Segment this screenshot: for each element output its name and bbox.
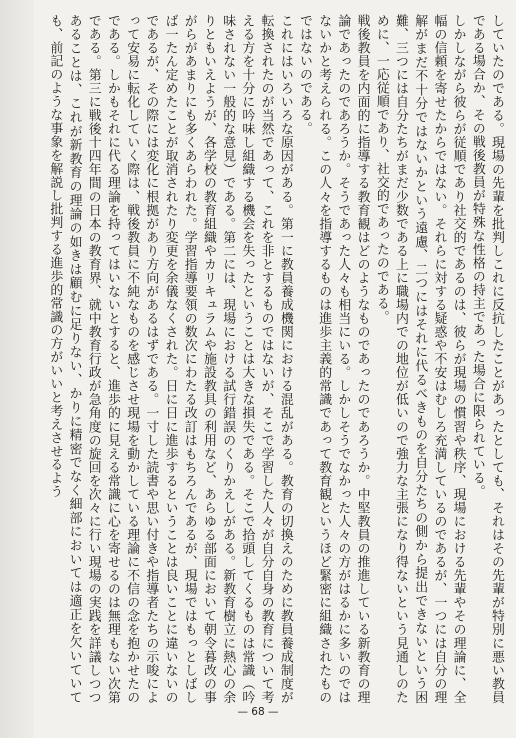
page-gutter (0, 0, 34, 738)
vertical-text-body (40, 14, 506, 704)
paragraph-1: していたのである。現場の先輩を批判しこれに反抗したことがあったとしても、それはその先輩が特別に悪い教員である場合か、その戦後教員が特殊な性格の持主であった場合に限られている。 (469, 14, 504, 704)
paragraph-2: しかしながら彼らが従順であり社交的であるのは、彼らが現場の慣習や秩序、現場における先輩やその理論に、全幅の信頼を寄せたからではない。それらに対する疑惑や不安はむしろ充満しているのであるが、一つには自分の理解がまだ不十分ではないかという遠慮、二つにはそれに代るべきものを自分たちの側から提出できないという困難、三つには自分たちがまだ少数である上に職場内での地位が低いので強力な主張になり得ないという見通しのために、一応従順であり、社交的であったのである。 (373, 14, 466, 704)
paragraph-4: これにはいろいろな原因がある。第一に教員養成機関における混乱がある。教育の切換えのために教員養成制度が転換されたのが当然であって、これを非とするものではないが、そこで学習した人々が自分自身の教育について考える方を十分に吟味し組織する機会を失ったということは大きな損失である。そこで拾頭してくるものは常識（吟味されない一般的な意見）である。第二には、現場における試行錯誤のくりかえしがある。新教育樹立に熱心の余りともいえようが、各学校の教育組織やカリキュラムや施設教具の利用など、あらゆる部面において朝令暮改の事がらがあまりにも多くあらわれた。学習指導要領の数次にわたる改訂はもちろんであるが、現場ではもっとしばしば一たん定めたことが取消されたり変更を余儀なくされた。日に日に進歩するということは良いことに違いないのであるが、その際には変化に根拠があり方向があるはずである。一寸した読書や思い付きや指導者たちの示唆によって安易に転化していく際は、戦後教員に不純なものを感じさせ現場を動かしている理論に不信の念を抱かせたのである。しかもそれに代る理論を持ってはいないとすると、進歩的に見える常識に心を寄せるのは無理もない次第である。第三に戦後十四年間の日本の教育界、就中教育行政が急角度の旋回を次々に行い現場の実践を詳議しつつあることは、これが新教育の理論の如きは顧むに足りない、かりに精密でなく細部においては適正を欠いていても、前記のような事象を解説し批判する進歩的常識の方がいいと考えさせるよう (47, 14, 293, 704)
page-number: — 68 — (237, 706, 279, 718)
paragraph-3: 戦後教員を内面的に指導する教育観はどのようなものであったのであろうか。中堅教員の推進している新教育の理論であったのであろうか。そうであった人々も相当にいる。しかしそうでなかった人々の方がはるかに多いのではないかと考えられる。この人々を指導するものは進歩主義的常識であって教育観というほど緊密に組織されたものではないのである。 (296, 14, 370, 704)
